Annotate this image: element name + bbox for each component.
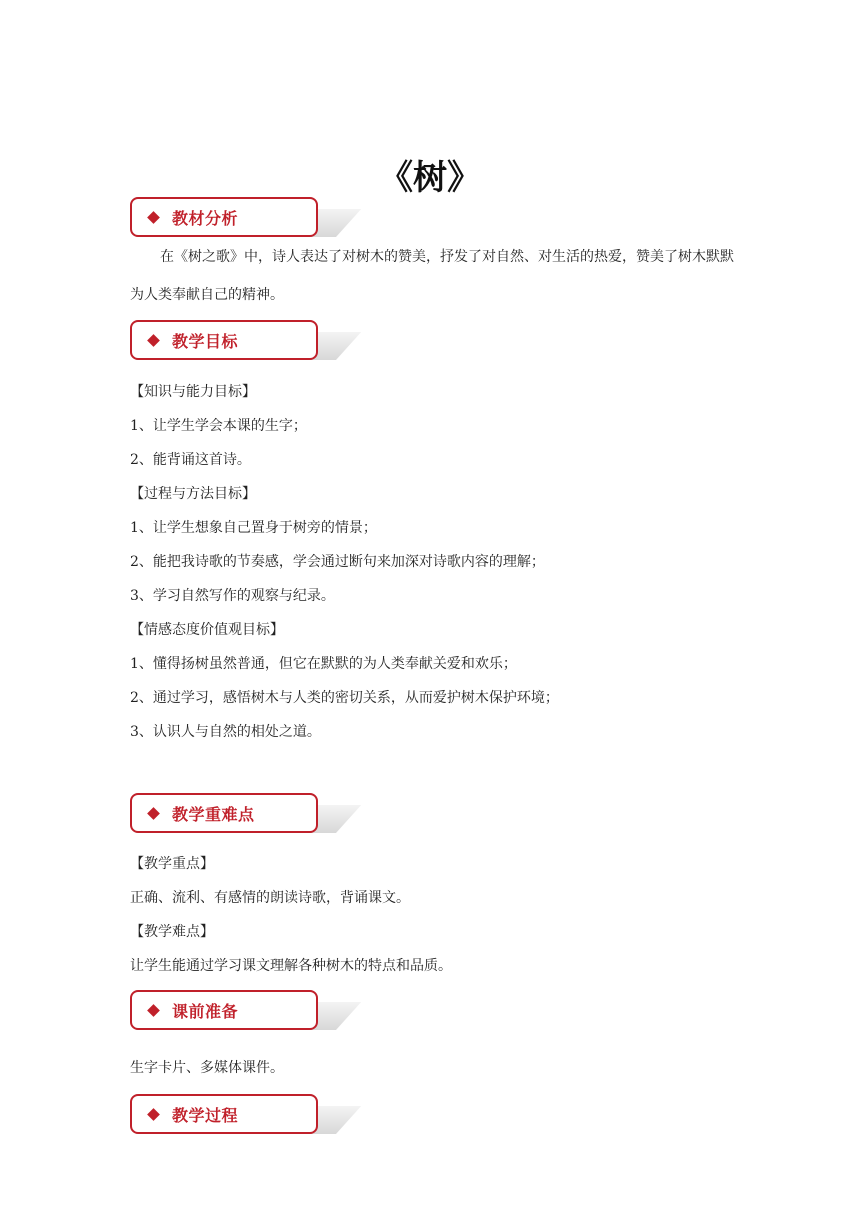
diamond-bullet-icon <box>147 211 160 224</box>
difficulty-text: 让学生能通过学习课文理解各种树木的特点和品质。 <box>130 958 452 974</box>
difficulty-heading: 【教学难点】 <box>130 924 214 940</box>
list-item: 2、通过学习，感悟树木与人类的密切关系，从而爱护树木保护环境； <box>130 690 559 706</box>
document-title: 《树》 <box>379 158 481 198</box>
diamond-bullet-icon <box>147 1004 160 1017</box>
list-item: 1、让学生想象自己置身于树旁的情景； <box>130 520 377 536</box>
prep-text: 生字卡片、多媒体课件。 <box>130 1060 284 1076</box>
analysis-paragraph: 在《树之歌》中，诗人表达了对树木的赞美，抒发了对自然、对生活的热爱，赞美了树木默默为人类奉献自己的精神。 <box>130 249 734 303</box>
section-header-prep <box>130 990 340 1032</box>
section-header-process <box>130 1094 340 1136</box>
section-label: 课前准备 <box>172 1001 239 1021</box>
list-item: 3、学习自然写作的观察与纪录。 <box>130 588 335 604</box>
header-box <box>130 1094 318 1134</box>
section-label: 教学重难点 <box>172 804 255 824</box>
list-item: 1、让学生学会本课的生字； <box>130 418 307 434</box>
diamond-bullet-icon <box>147 334 160 347</box>
diamond-bullet-icon <box>147 807 160 820</box>
section-label: 教学目标 <box>172 331 239 351</box>
focus-heading: 【教学重点】 <box>130 856 214 872</box>
knowledge-heading: 【知识与能力目标】 <box>130 384 256 400</box>
section-header-keypoints <box>130 793 340 835</box>
diamond-bullet-icon <box>147 1108 160 1121</box>
header-box <box>130 320 318 360</box>
section-header-goals <box>130 320 340 362</box>
focus-text: 正确、流利、有感情的朗读诗歌，背诵课文。 <box>130 890 410 906</box>
section-label: 教材分析 <box>172 208 239 228</box>
header-box <box>130 990 318 1030</box>
process-heading: 【过程与方法目标】 <box>130 486 256 502</box>
header-box <box>130 793 318 833</box>
header-box <box>130 197 318 237</box>
section-label: 教学过程 <box>172 1105 239 1125</box>
list-item: 1、懂得扬树虽然普通，但它在默默的为人类奉献关爱和欢乐； <box>130 656 517 672</box>
section-header-analysis <box>130 197 340 239</box>
list-item: 3、认识人与自然的相处之道。 <box>130 724 321 740</box>
list-item: 2、能背诵这首诗。 <box>130 452 251 468</box>
list-item: 2、能把我诗歌的节奏感，学会通过断句来加深对诗歌内容的理解； <box>130 554 545 570</box>
emotion-heading: 【情感态度价值观目标】 <box>130 622 284 638</box>
